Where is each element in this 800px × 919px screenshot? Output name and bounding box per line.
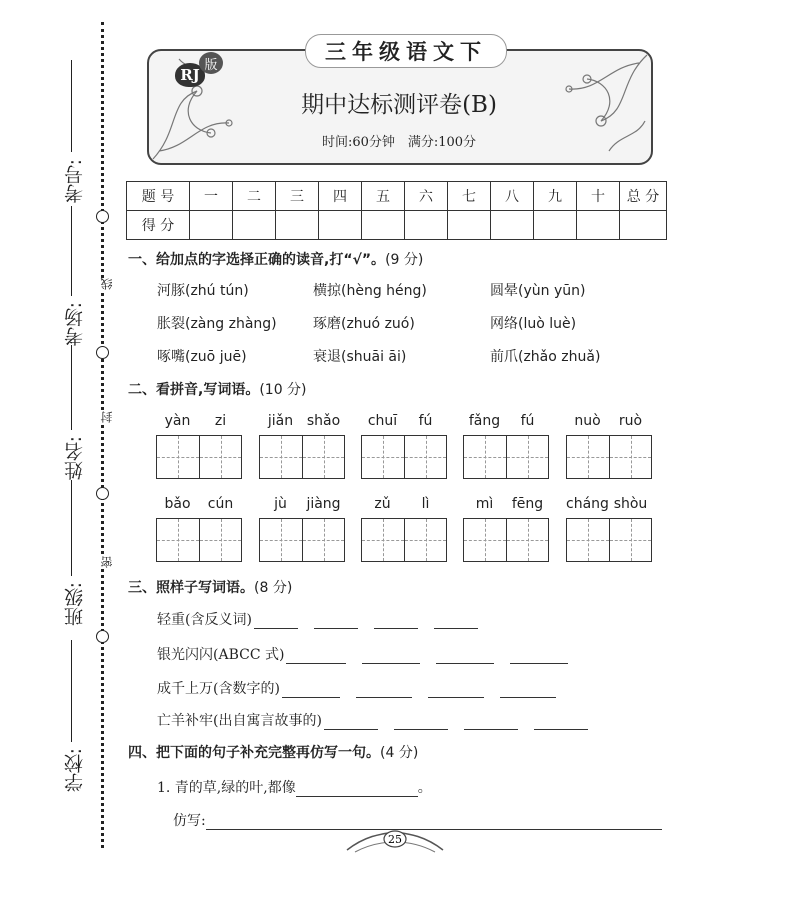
score-table-cell: 一 (190, 182, 233, 211)
pinyin-syllable: fú (418, 413, 433, 429)
pronunciation-choice[interactable]: 圆晕(yùn yūn) (490, 283, 586, 299)
pinyin-syllable: fú (520, 413, 535, 429)
score-entry-cell[interactable] (577, 211, 620, 240)
grade-banner-text: 三年级语文下 (325, 40, 487, 64)
writing-grid[interactable] (463, 518, 549, 562)
score-entry-cell[interactable] (405, 211, 448, 240)
grade-banner (305, 34, 507, 68)
section4-title (128, 742, 418, 762)
answer-blank[interactable] (254, 614, 298, 629)
binding-strip (0, 0, 118, 919)
section1-title-text: 一、给加点的字选择正确的读音,打“√”。 (128, 252, 386, 268)
score-table-cell: 七 (448, 182, 491, 211)
writing-cell[interactable] (199, 519, 241, 561)
pinyin-syllable: shǎo (306, 413, 341, 429)
pinyin-word-box (259, 413, 345, 479)
pinyin-syllable: fǎng (468, 413, 501, 429)
mark-feng: 封 (100, 411, 114, 423)
score-entry-cell[interactable] (534, 211, 577, 240)
exam-title: 期中达标测评卷(B) (301, 92, 497, 118)
pronunciation-choice[interactable]: 横掠(hèng héng) (313, 283, 427, 299)
edition-badge: RJ (175, 63, 205, 87)
writing-cell[interactable] (157, 436, 199, 478)
score-table-cell: 总 分 (620, 182, 667, 211)
answer-blank[interactable] (534, 715, 588, 730)
word-example: 成千上万(含数字的) (157, 681, 280, 697)
pinyin-syllable: zi (214, 413, 227, 429)
pronunciation-choice[interactable]: 衰退(shuāi āi) (313, 349, 407, 365)
section3-title (128, 577, 292, 597)
school-field[interactable] (71, 640, 72, 742)
writing-grid[interactable] (566, 435, 652, 479)
section4-title-text: 四、把下面的句子补充完整再仿写一句。 (128, 745, 380, 761)
word-example: 亡羊补牢(出自寓言故事的) (157, 713, 322, 729)
writing-cell[interactable] (157, 519, 199, 561)
score-entry-cell[interactable] (233, 211, 276, 240)
pinyin-word-box (156, 413, 242, 479)
imitate-label: 仿写: (173, 813, 206, 829)
pinyin-syllable: jù (274, 496, 287, 512)
word-example-row (157, 609, 494, 629)
pinyin-syllable: ruò (618, 413, 643, 429)
writing-cell[interactable] (506, 436, 548, 478)
pronunciation-choice[interactable]: 琢磨(zhuó zuó) (313, 316, 415, 332)
answer-blank[interactable] (286, 649, 346, 664)
class-field[interactable] (71, 480, 72, 576)
pinyin-word-box (361, 413, 447, 479)
score-entry-cell[interactable] (319, 211, 362, 240)
answer-blank[interactable] (436, 649, 494, 664)
score-table-cell: 十 (577, 182, 620, 211)
writing-cell[interactable] (362, 436, 404, 478)
pinyin-syllable: nuò (574, 413, 601, 429)
writing-cell[interactable] (199, 436, 241, 478)
exam-meta: 时间:60分钟 满分:100分 (321, 135, 477, 150)
score-entry-cell[interactable] (362, 211, 405, 240)
binding-hole (96, 346, 109, 359)
answer-blank[interactable] (434, 614, 478, 629)
score-table-header-row (127, 182, 667, 211)
section2-title (128, 379, 307, 399)
section2-title-text: 二、看拼音,写词语。 (128, 382, 260, 398)
answer-blank[interactable] (464, 715, 518, 730)
pinyin-syllable: lì (421, 496, 430, 512)
score-entry-cell[interactable] (620, 211, 667, 240)
pinyin-syllable: shòu (613, 496, 648, 512)
page-number-ornament-icon (345, 826, 445, 856)
score-table-cell: 六 (405, 182, 448, 211)
writing-grid[interactable] (259, 518, 345, 562)
pronunciation-choice[interactable]: 胀裂(zàng zhàng) (157, 316, 277, 332)
score-table-score-row (127, 211, 667, 240)
writing-cell[interactable] (302, 436, 344, 478)
section1-points: (9 分) (385, 252, 424, 268)
sentence-blank[interactable] (296, 782, 418, 797)
section2-points: (10 分) (259, 382, 307, 398)
answer-blank[interactable] (324, 715, 378, 730)
pronunciation-choice[interactable]: 啄嘴(zuō juē) (157, 349, 247, 365)
answer-blank[interactable] (428, 683, 484, 698)
word-example: 轻重(含反义词) (157, 612, 252, 628)
exam-room-field[interactable] (71, 206, 72, 296)
class-label: 班级: (64, 582, 86, 627)
binding-hole (96, 487, 109, 500)
writing-cell[interactable] (506, 519, 548, 561)
score-entry-cell[interactable] (276, 211, 319, 240)
score-table-cell: 二 (233, 182, 276, 211)
score-table-cell: 四 (319, 182, 362, 211)
section3-points: (8 分) (254, 580, 293, 596)
pinyin-syllable: zǔ (374, 496, 391, 512)
sentence-completion-row (157, 777, 432, 797)
answer-blank[interactable] (282, 683, 340, 698)
writing-cell[interactable] (362, 519, 404, 561)
student-name-label: 姓名: (64, 436, 86, 481)
answer-blank[interactable] (510, 649, 568, 664)
cut-line (101, 22, 104, 848)
score-entry-cell[interactable] (491, 211, 534, 240)
writing-cell[interactable] (567, 519, 609, 561)
writing-grid[interactable] (566, 518, 652, 562)
writing-cell[interactable] (260, 519, 302, 561)
score-table-cell: 九 (534, 182, 577, 211)
pinyin-word-box (259, 496, 345, 562)
exam-number-label: 考号: (64, 159, 86, 204)
writing-grid[interactable] (156, 435, 242, 479)
mark-line: 线 (100, 278, 114, 290)
pronunciation-choice[interactable]: 网络(luò luè) (490, 316, 577, 332)
word-example-row (157, 678, 572, 698)
writing-cell[interactable] (464, 436, 506, 478)
pinyin-syllable: bǎo (164, 496, 191, 512)
exam-room-label: 考场: (64, 302, 86, 347)
pinyin-word-box (463, 413, 549, 479)
writing-cell[interactable] (609, 519, 651, 561)
writing-cell[interactable] (464, 519, 506, 561)
word-example: 银光闪闪(ABCC 式) (157, 647, 285, 663)
writing-cell[interactable] (404, 519, 446, 561)
answer-blank[interactable] (500, 683, 556, 698)
writing-cell[interactable] (302, 519, 344, 561)
pinyin-word-box (463, 496, 549, 562)
sentence-end: 。 (417, 780, 432, 796)
page-number: 25 (388, 833, 402, 846)
score-table-cell: 五 (362, 182, 405, 211)
writing-cell[interactable] (260, 436, 302, 478)
score-table-cell: 三 (276, 182, 319, 211)
exam-number-field[interactable] (71, 60, 72, 152)
answer-blank[interactable] (394, 715, 448, 730)
pinyin-syllable: yàn (164, 413, 191, 429)
answer-blank[interactable] (362, 649, 420, 664)
pronunciation-choice[interactable]: 前爪(zhǎo zhuǎ) (490, 349, 601, 365)
pinyin-word-box (566, 413, 652, 479)
binding-hole (96, 630, 109, 643)
answer-blank[interactable] (374, 614, 418, 629)
pinyin-syllable: jiàng (306, 496, 341, 512)
writing-grid[interactable] (361, 518, 447, 562)
pinyin-syllable: jiǎn (267, 413, 294, 429)
score-table (126, 181, 667, 240)
pinyin-word-box (361, 496, 447, 562)
section3-title-text: 三、照样子写词语。 (128, 580, 254, 596)
writing-cell[interactable] (609, 436, 651, 478)
pinyin-word-box (566, 496, 652, 562)
sentence-prompt: 1. 青的草,绿的叶,都像 (157, 780, 296, 796)
pronunciation-choice[interactable]: 河豚(zhú tún) (157, 283, 249, 299)
writing-grid[interactable] (259, 435, 345, 479)
score-entry-cell[interactable] (448, 211, 491, 240)
student-name-field[interactable] (71, 345, 72, 430)
pinyin-word-box (156, 496, 242, 562)
pinyin-syllable: mì (475, 496, 494, 512)
answer-blank[interactable] (314, 614, 358, 629)
writing-grid[interactable] (361, 435, 447, 479)
score-table-cell: 题 号 (127, 182, 190, 211)
pinyin-syllable: cháng (566, 496, 609, 512)
edition-suffix-badge: 版 (199, 52, 223, 74)
binding-hole (96, 210, 109, 223)
writing-grid[interactable] (463, 435, 549, 479)
section1-title (128, 249, 423, 269)
answer-blank[interactable] (356, 683, 412, 698)
score-table-cell: 八 (491, 182, 534, 211)
pinyin-syllable: chuī (367, 413, 398, 429)
school-label: 学校: (64, 748, 86, 793)
writing-grid[interactable] (156, 518, 242, 562)
mark-seal: 密 (100, 556, 114, 568)
pinyin-syllable: fēng (511, 496, 544, 512)
word-example-row (157, 644, 584, 664)
word-example-row (157, 710, 604, 730)
score-entry-cell[interactable] (190, 211, 233, 240)
writing-cell[interactable] (567, 436, 609, 478)
pinyin-syllable: cún (207, 496, 234, 512)
writing-cell[interactable] (404, 436, 446, 478)
section4-points: (4 分) (380, 745, 419, 761)
score-row-label: 得 分 (127, 211, 190, 240)
